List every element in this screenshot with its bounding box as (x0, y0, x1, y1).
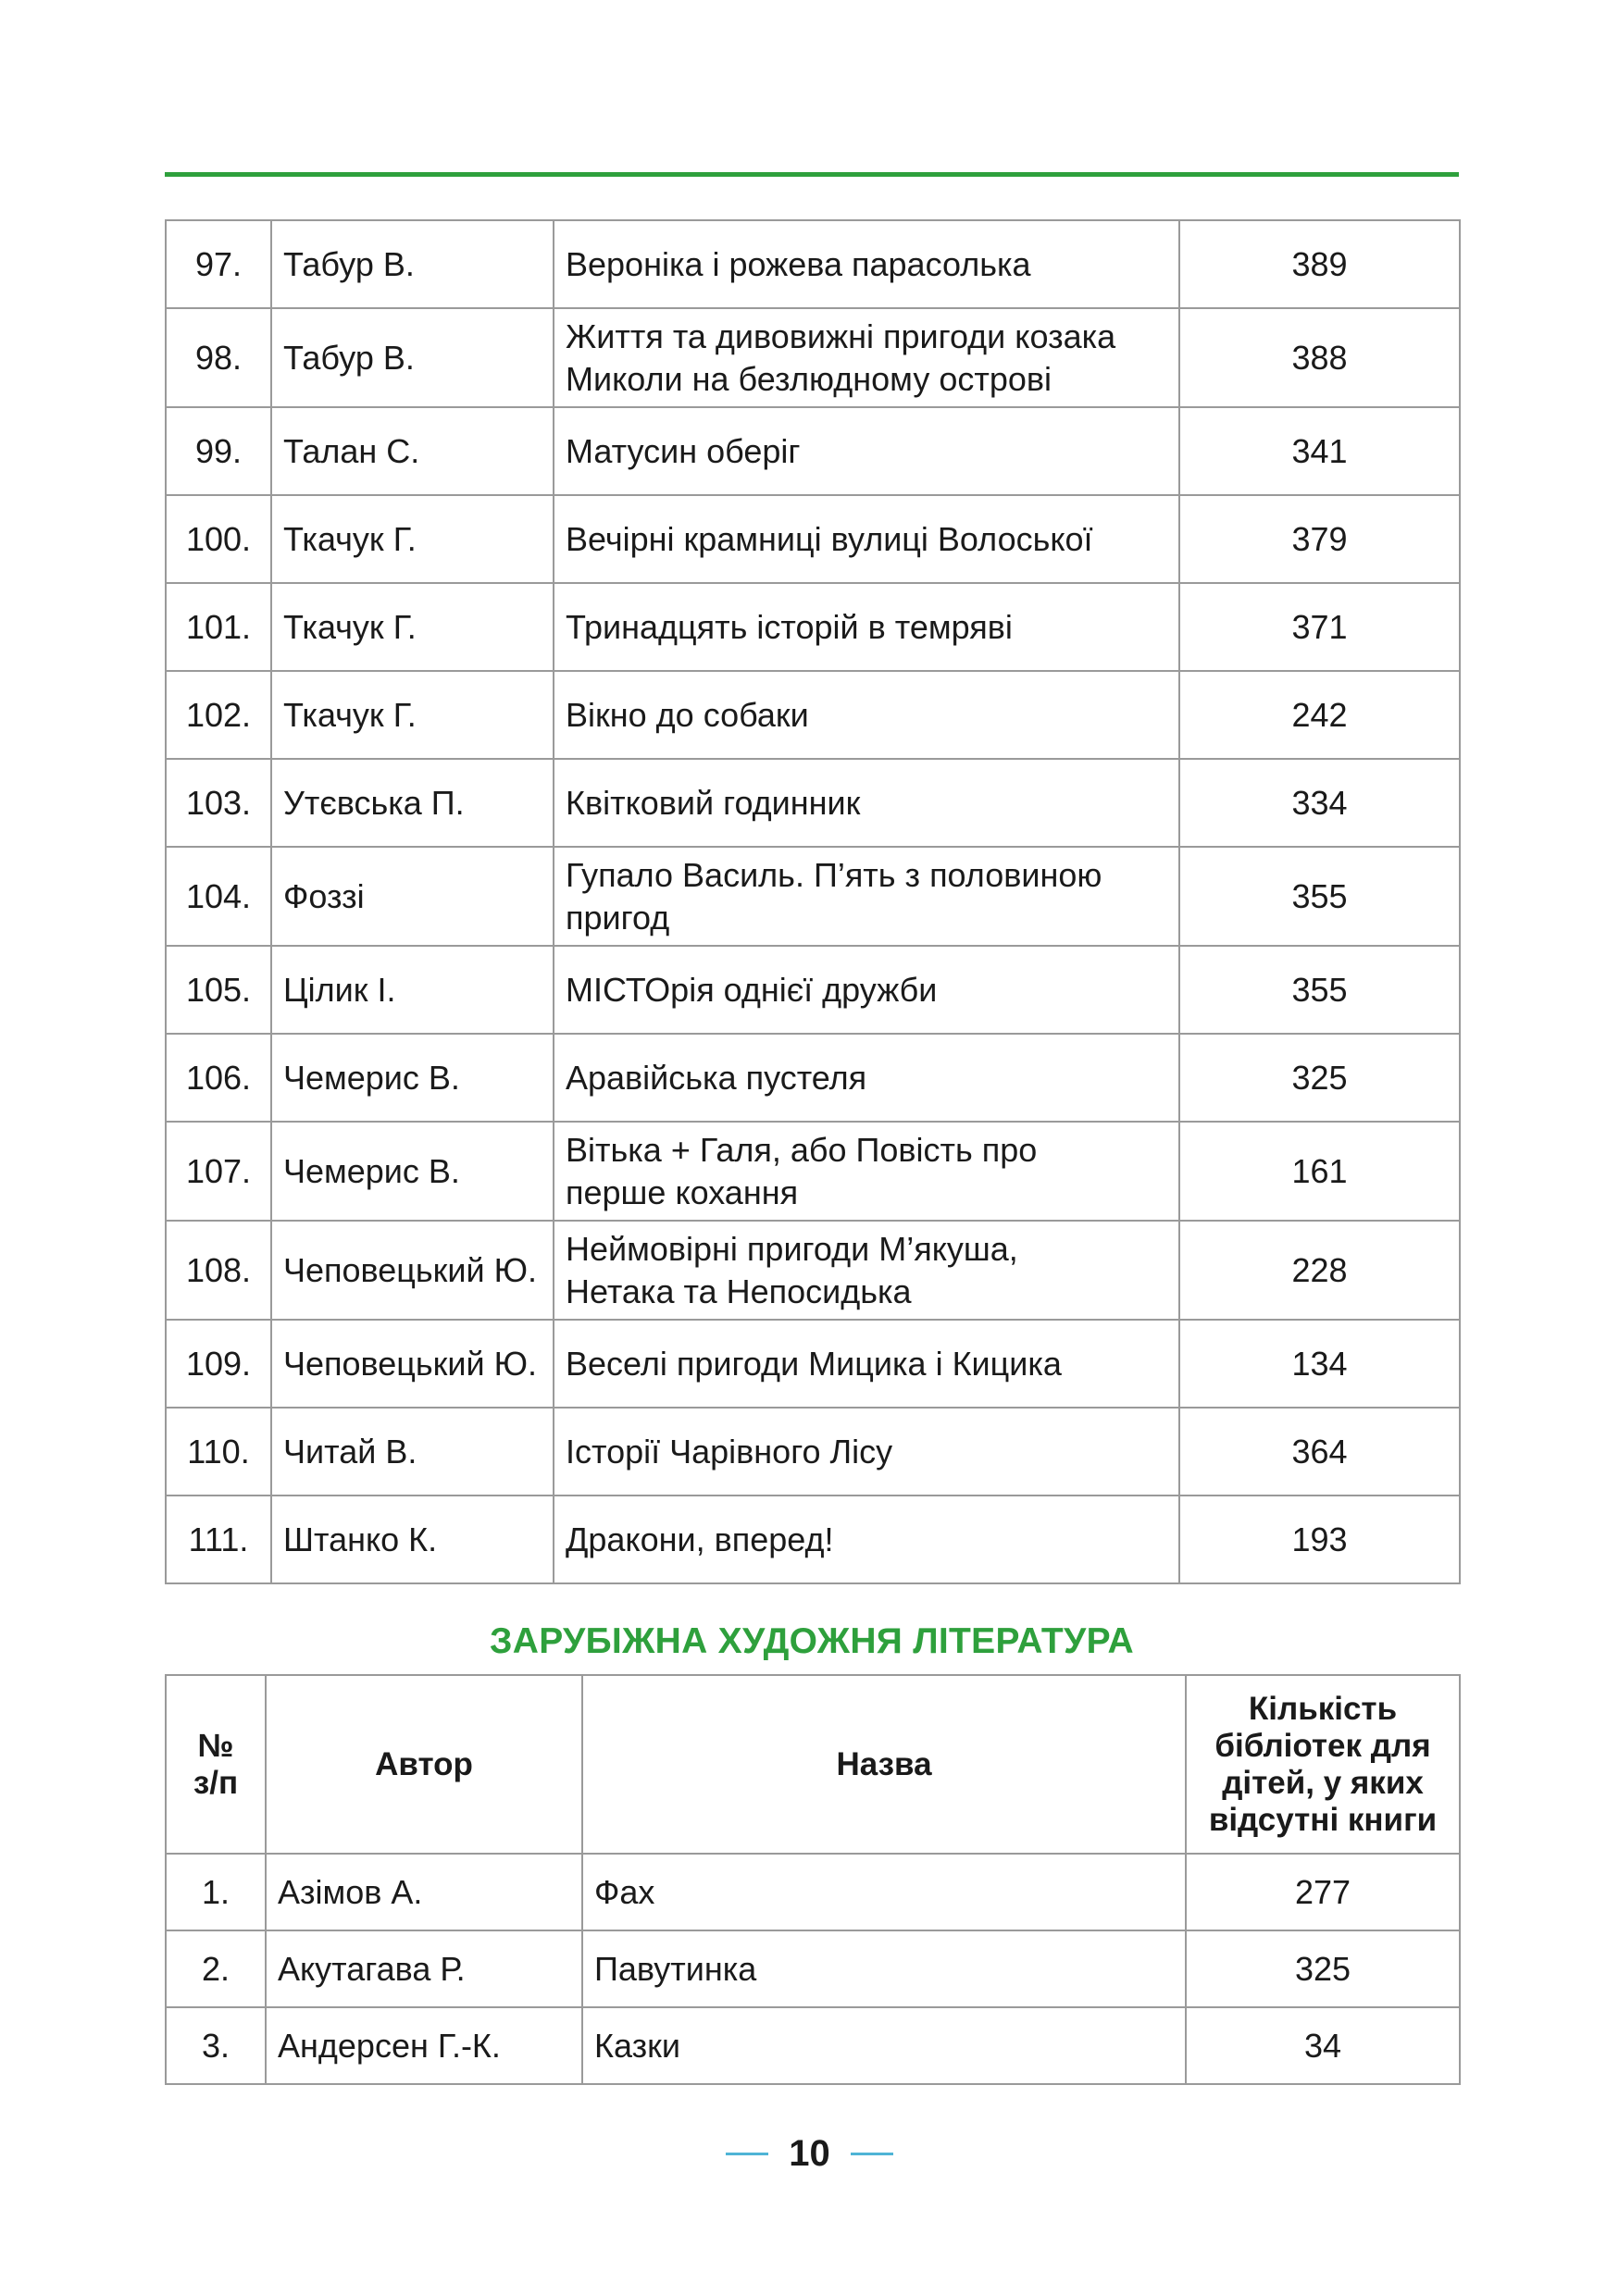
table-row (166, 220, 1460, 308)
row-title: Фах (582, 1854, 1186, 1930)
table-row (166, 2007, 1460, 2084)
row-title (554, 847, 1179, 946)
table-row (166, 1320, 1460, 1408)
books-table-foreign (165, 1674, 1461, 2085)
row-title (554, 495, 1179, 583)
row-title (554, 583, 1179, 671)
row-author: Табур В. (271, 308, 554, 407)
row-number: 101. (166, 583, 271, 671)
row-author: Чеповецький Ю. (271, 1320, 554, 1408)
header-author: Автор (266, 1675, 582, 1854)
row-title (554, 1122, 1179, 1221)
header-count-line: дітей, у яких (1222, 1764, 1424, 1801)
row-title: Павутинка (582, 1930, 1186, 2007)
row-number: 3. (166, 2007, 266, 2084)
table-row (166, 847, 1460, 946)
page-number (0, 2133, 1619, 2175)
row-number: 102. (166, 671, 271, 759)
row-number: 108. (166, 1221, 271, 1320)
row-title (554, 220, 1179, 308)
row-count: 34 (1186, 2007, 1460, 2084)
row-title (554, 1034, 1179, 1122)
row-number: 100. (166, 495, 271, 583)
row-title (554, 1221, 1179, 1320)
table-row (166, 946, 1460, 1034)
table-row (166, 583, 1460, 671)
header-count-line: бібліотек для (1214, 1727, 1431, 1764)
row-number: 104. (166, 847, 271, 946)
row-title-line: Вечірні крамниці вулиці Волоської (566, 519, 1093, 558)
row-author: Андерсен Г.-К. (266, 2007, 582, 2084)
header-num-line: з/п (193, 1764, 239, 1801)
table-row (166, 495, 1460, 583)
row-count: 134 (1179, 1320, 1460, 1408)
row-author: Цілик І. (271, 946, 554, 1034)
table-row (166, 1930, 1460, 2007)
header-num (166, 1675, 266, 1854)
row-count: 334 (1179, 759, 1460, 847)
row-count: 388 (1179, 308, 1460, 407)
row-title-line: пригод (566, 898, 670, 937)
row-title-line: Нетака та Непосидька (566, 1272, 912, 1310)
row-number: 1. (166, 1854, 266, 1930)
row-title-line: Аравійська пустеля (566, 1058, 867, 1097)
row-title-line: Життя та дивовижні пригоди козака (566, 316, 1116, 355)
row-count: 325 (1179, 1034, 1460, 1122)
row-number: 2. (166, 1930, 266, 2007)
row-author: Ткачук Г. (271, 671, 554, 759)
row-author: Читай В. (271, 1408, 554, 1496)
row-count: 379 (1179, 495, 1460, 583)
row-author: Фоззі (271, 847, 554, 946)
row-author: Талан С. (271, 407, 554, 495)
row-author: Чеповецький Ю. (271, 1221, 554, 1320)
row-number: 107. (166, 1122, 271, 1221)
table-row (166, 407, 1460, 495)
row-number: 110. (166, 1408, 271, 1496)
row-title-line: Веселі пригоди Мицика і Кицика (566, 1344, 1062, 1383)
books-table-ukrainian (165, 219, 1461, 1584)
table-row (166, 671, 1460, 759)
row-number: 103. (166, 759, 271, 847)
row-author: Чемерис В. (271, 1122, 554, 1221)
row-count: 355 (1179, 847, 1460, 946)
row-count: 341 (1179, 407, 1460, 495)
row-title-line: Історії Чарівного Лісу (566, 1432, 893, 1471)
row-count: 371 (1179, 583, 1460, 671)
row-title-line: Вероніка і рожева парасолька (566, 244, 1031, 283)
row-count: 389 (1179, 220, 1460, 308)
row-count: 161 (1179, 1122, 1460, 1221)
table-row (166, 759, 1460, 847)
row-title: Казки (582, 2007, 1186, 2084)
row-count: 325 (1186, 1930, 1460, 2007)
row-number: 97. (166, 220, 271, 308)
row-author: Азімов А. (266, 1854, 582, 1930)
row-title-line: МІСТОрія однієї дружби (566, 970, 938, 1009)
row-title (554, 671, 1179, 759)
row-title-line: Тринадцять історій в темряві (566, 607, 1013, 646)
row-count: 355 (1179, 946, 1460, 1034)
row-title-line: Неймовірні пригоди М’якуша, (566, 1229, 1018, 1268)
header-count (1186, 1675, 1460, 1854)
table-row (166, 1034, 1460, 1122)
row-title-line: Дракони, вперед! (566, 1520, 834, 1558)
row-title-line: Вікно до собаки (566, 695, 809, 734)
header-num-line: № (197, 1727, 234, 1764)
row-author: Ткачук Г. (271, 495, 554, 583)
row-count: 364 (1179, 1408, 1460, 1496)
page-number-value: 10 (789, 2133, 830, 2174)
header-row (166, 1675, 1460, 1854)
row-author: Акутагава Р. (266, 1930, 582, 2007)
row-title (554, 759, 1179, 847)
page-number-dash-left (726, 2153, 768, 2155)
row-title (554, 1320, 1179, 1408)
row-number: 106. (166, 1034, 271, 1122)
row-number: 98. (166, 308, 271, 407)
row-number: 105. (166, 946, 271, 1034)
table-row (166, 308, 1460, 407)
table-row (166, 1408, 1460, 1496)
row-count: 228 (1179, 1221, 1460, 1320)
row-title-line: Квітковий годинник (566, 783, 861, 822)
top-divider (165, 172, 1459, 177)
row-author: Утєвська П. (271, 759, 554, 847)
row-title-line: перше кохання (566, 1173, 799, 1211)
row-title (554, 308, 1179, 407)
row-author: Чемерис В. (271, 1034, 554, 1122)
row-title (554, 1408, 1179, 1496)
row-count: 277 (1186, 1854, 1460, 1930)
row-title-line: Миколи на безлюдному острові (566, 359, 1052, 398)
row-number: 111. (166, 1496, 271, 1583)
row-author: Табур В. (271, 220, 554, 308)
row-title-line: Вітька + Галя, або Повість про (566, 1130, 1038, 1169)
section-title: ЗАРУБІЖНА ХУДОЖНЯ ЛІТЕРАТУРА (490, 1621, 1134, 1661)
table-row (166, 1221, 1460, 1320)
row-author: Штанко К. (271, 1496, 554, 1583)
row-title-line: Гупало Василь. П’ять з половиною (566, 855, 1102, 894)
row-number: 99. (166, 407, 271, 495)
row-title (554, 407, 1179, 495)
row-author: Ткачук Г. (271, 583, 554, 671)
table-row (166, 1122, 1460, 1221)
table-row (166, 1496, 1460, 1583)
page-number-dash-right (851, 2153, 893, 2155)
row-count: 193 (1179, 1496, 1460, 1583)
header-count-line: відсутні книги (1208, 1801, 1438, 1838)
row-title (554, 1496, 1179, 1583)
row-count: 242 (1179, 671, 1460, 759)
row-title (554, 946, 1179, 1034)
table-row (166, 1854, 1460, 1930)
header-title: Назва (582, 1675, 1186, 1854)
row-title-line: Матусин оберіг (566, 431, 801, 470)
header-count-line: Кількість (1248, 1690, 1398, 1727)
row-number: 109. (166, 1320, 271, 1408)
